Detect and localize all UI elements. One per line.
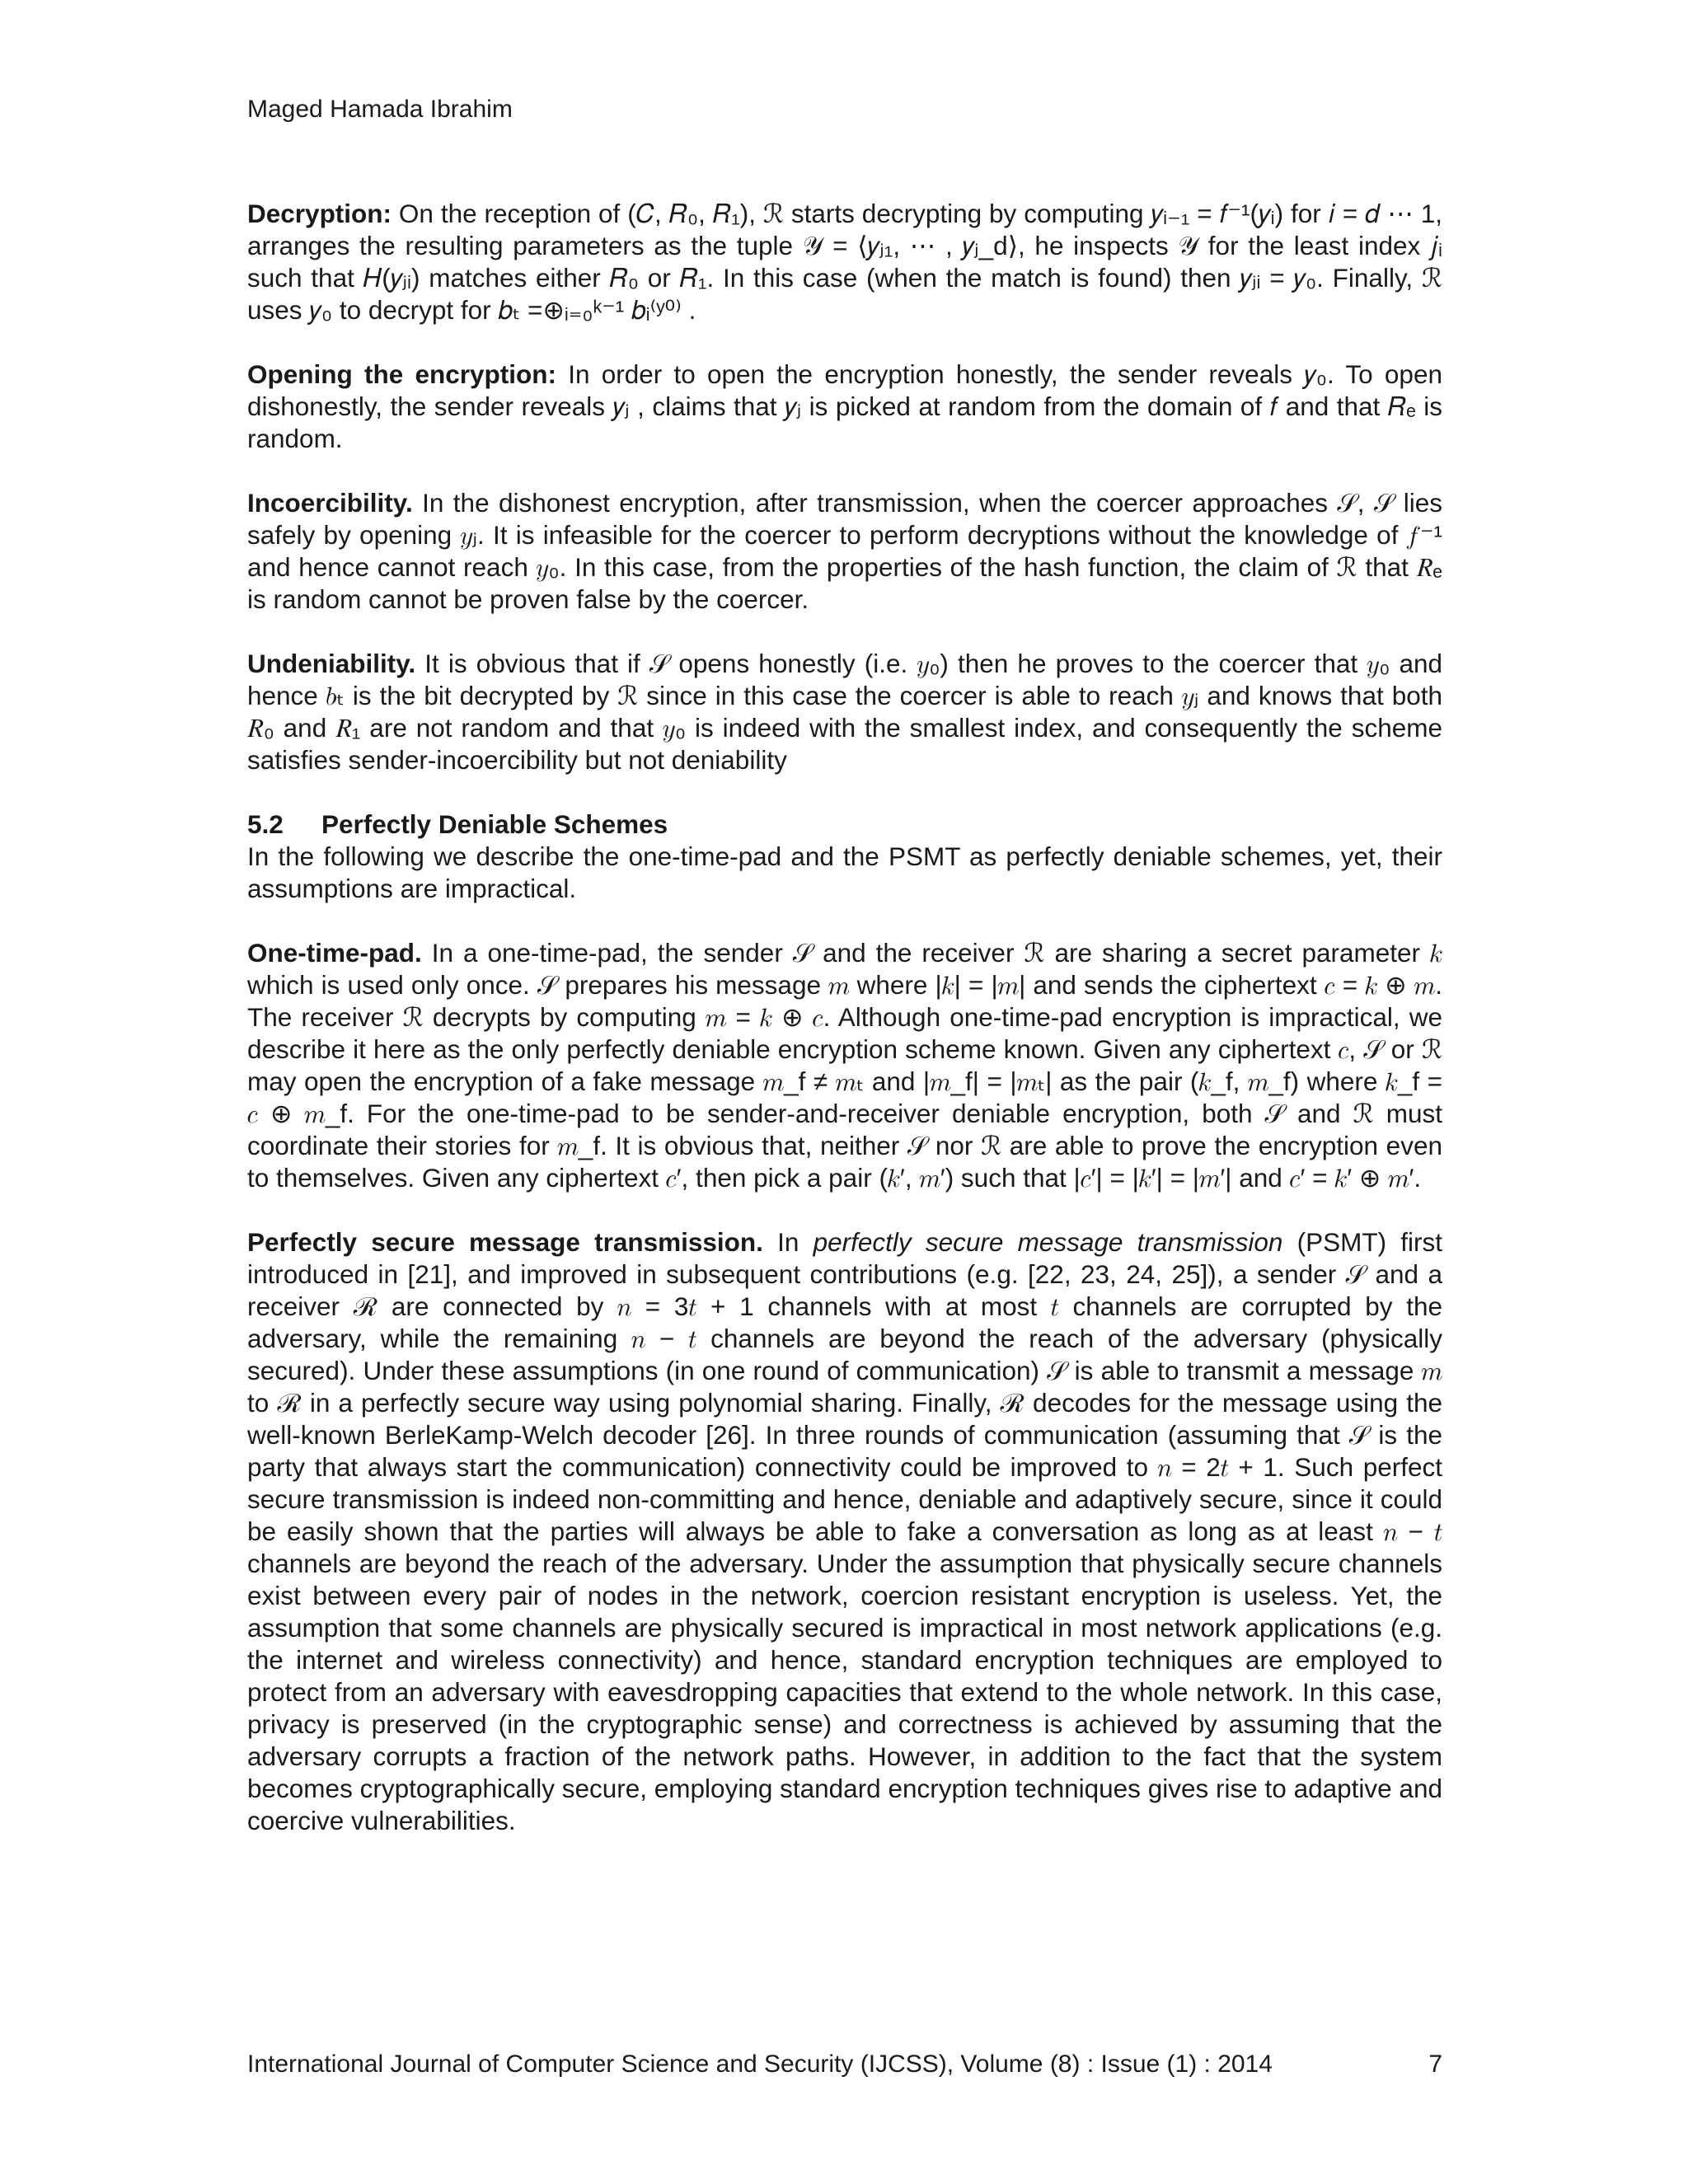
- paragraph-text: On the reception of (𝐶, 𝑅₀, 𝑅₁), ℛ starts decrypting by computing 𝑦ᵢ₋₁ = 𝑓⁻¹(𝑦ᵢ) for 𝑖 = 𝑑 ⋯ 1, arranges the resulting parameters as the tuple 𝒴 = ⟨𝑦ⱼ₁, ⋯ , 𝑦ⱼ_d⟩, he inspects 𝒴 for the least index 𝑗ᵢ such that 𝐻(𝑦ⱼᵢ) matches either 𝑅₀ or 𝑅₁. In this case (when the match is found) then 𝑦ⱼᵢ = 𝑦₀. Finally, ℛ uses 𝑦₀ to decrypt for 𝑏ₜ =⊕ᵢ₌₀ᵏ⁻¹ 𝑏ᵢ⁽ʸ⁰⁾ .: [247, 199, 1442, 325]
- paragraph-lead: Decryption:: [247, 199, 392, 228]
- paragraph-text: In order to open the encryption honestly, the sender reveals 𝑦₀. To open dishonestly, the sender reveals 𝑦ⱼ , claims that 𝑦ⱼ is picked at random from the domain of 𝑓 and that 𝑅ₑ is random.: [247, 359, 1442, 453]
- section-heading: [247, 808, 1442, 841]
- paragraph-undeniability: [247, 648, 1442, 776]
- paragraph-lead: Perfectly secure message transmission.: [247, 1227, 763, 1257]
- section-intro: In the following we describe the one-time-pad and the PSMT as perfectly deniable schemes, yet, their assumptions are impractical.: [247, 841, 1442, 903]
- paragraph-lead: Incoercibility.: [247, 488, 413, 518]
- paragraph-text: In a one-time-pad, the sender 𝒮 and the receiver ℛ are sharing a secret parameter 𝑘 which is used only once. 𝒮 prepares his message 𝑚 where |𝑘| = |𝑚| and sends the ciphertext 𝑐 = 𝑘 ⊕ 𝑚. The receiver ℛ decrypts by computing 𝑚 = 𝑘 ⊕ 𝑐. Although one-time-pad encryption is impractical, we describe it here as the only perfectly deniable encryption scheme known. Given any ciphertext 𝑐, 𝒮 or ℛ may open the encryption of a fake message 𝑚_f ≠ 𝑚ₜ and |𝑚_f| = |𝑚ₜ| as the pair (𝑘_f, 𝑚_f) where 𝑘_f = 𝑐 ⊕ 𝑚_f. For the one-time-pad to be sender-and-receiver deniable encryption, both 𝒮 and ℛ must coordinate their stories for 𝑚_f. It is obvious that, neither 𝒮 nor ℛ are able to prove the encryption even to themselves. Given any ciphertext 𝑐′, then pick a pair (𝑘′, 𝑚′) such that |𝑐′| = |𝑘′| = |𝑚′| and 𝑐′ = 𝑘′ ⊕ 𝑚′.: [247, 938, 1442, 1193]
- paragraph-opening: [247, 359, 1442, 455]
- journal-citation: International Journal of Computer Science and Security (IJCSS), Volume (8) : Issue (1) : 2014: [247, 2050, 1273, 2078]
- paragraph-lead: Opening the encryption:: [247, 359, 556, 389]
- paragraph-decryption: [247, 198, 1442, 326]
- paragraph-incoercibility: [247, 487, 1442, 616]
- paragraph-text: (PSMT) first introduced in [21], and improved in subsequent contributions (e.g. [22, 23, 24, 25]), a sender 𝒮 and a receiver ℛ are connected by 𝑛 = 3𝑡 + 1 channels with at most 𝑡 channels are corrupted by the adversary, while the remaining 𝑛 − 𝑡 channels are beyond the reach of the adversary (physically secured). Under these assumptions (in one round of communication) 𝒮 is able to transmit a message 𝑚 to ℛ in a perfectly secure way using polynomial sharing. Finally, ℛ decodes for the message using the well-known BerleKamp-Welch decoder [26]. In three rounds of communication (assuming that 𝒮 is the party that always start the communication) connectivity could be improved to 𝑛 = 2𝑡 + 1. Such perfect secure transmission is indeed non-committing and hence, deniable and adaptively secure, since it could be easily shown that the parties will always be able to fake a conversation as long as at least 𝑛 − 𝑡 channels are beyond the reach of the adversary. Under the assumption that physically secure channels exist between every pair of nodes in the network, coercion resistant encryption is useless. Yet, the assumption that some channels are physically secured is impractical in most network applications (e.g. the internet and wireless connectivity) and hence, standard encryption techniques are employed to protect from an adversary with eavesdropping capacities that extend to the whole network. In this case, privacy is preserved (in the cryptographic sense) and correctness is achieved by assuming that the adversary corrupts a fraction of the network paths. However, in addition to the fact that the system becomes cryptographically secure, employing standard encryption techniques gives rise to adaptive and coercive vulnerabilities.: [247, 1227, 1443, 1835]
- paragraph-one-time-pad: [247, 937, 1442, 1194]
- paragraph-text-pre: In: [762, 1227, 814, 1257]
- running-header: Maged Hamada Ibrahim: [247, 96, 513, 123]
- section-number: 5.2: [247, 809, 284, 839]
- section-title: Perfectly Deniable Schemes: [321, 809, 668, 839]
- paragraph-text: It is obvious that if 𝒮 opens honestly (i.e. 𝑦₀) then he proves to the coercer that 𝑦₀ and hence 𝑏ₜ is the bit decrypted by ℛ since in this case the coercer is able to reach 𝑦ⱼ and knows that both 𝑅₀ and 𝑅₁ are not random and that 𝑦₀ is indeed with the smallest index, and consequently the scheme satisfies sender-incoercibility but not deniability: [247, 649, 1442, 775]
- body-text: [247, 198, 1442, 1869]
- paragraph-lead: Undeniability.: [247, 649, 416, 678]
- paragraph-psmt: [247, 1226, 1442, 1837]
- paragraph-text: In the dishonest encryption, after transmission, when the coercer approaches 𝒮, 𝒮 lies safely by opening 𝑦ⱼ. It is infeasible for the coercer to perform decryptions without the knowledge of 𝑓⁻¹ and hence cannot reach 𝑦₀. In this case, from the properties of the hash function, the claim of ℛ that 𝑅ₑ is random cannot be proven false by the coercer.: [247, 488, 1442, 614]
- page-footer: [247, 2050, 1442, 2079]
- page-number: 7: [1428, 2050, 1442, 2078]
- paragraph-italic-term: perfectly secure message transmission: [813, 1227, 1283, 1257]
- paragraph-lead: One-time-pad.: [247, 938, 422, 968]
